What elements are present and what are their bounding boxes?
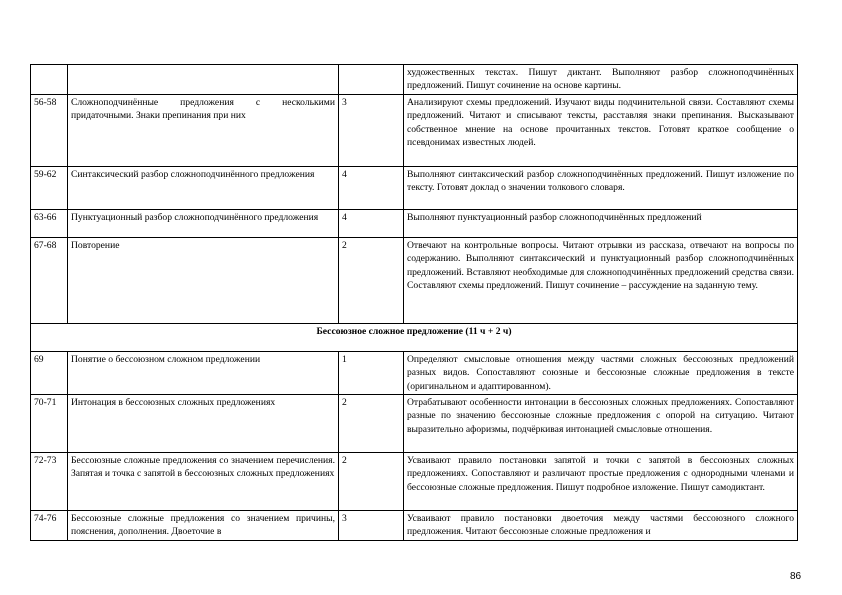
topic-cell: Повторение — [68, 237, 339, 323]
topic-cell: Бессоюзные сложные предложения со значением причины, пояснения, дополнения. Двоеточие в — [68, 511, 339, 541]
table-row — [31, 94, 798, 166]
topic-cell: Синтаксический разбор сложноподчинённого предложения — [68, 166, 339, 209]
lesson-number-cell: 70-71 — [31, 395, 68, 453]
hours-cell: 2 — [339, 395, 404, 453]
topic-cell: Бессоюзные сложные предложения со значением перечисления. Запятая и точка с запятой в бессоюзных сложных предложениях — [68, 453, 339, 511]
table-row — [31, 237, 798, 323]
table-row — [31, 511, 798, 541]
lesson-number-cell: 69 — [31, 351, 68, 394]
lesson-number-cell: 67-68 — [31, 237, 68, 323]
lesson-number-cell: 72-73 — [31, 453, 68, 511]
table-row — [31, 395, 798, 453]
activity-cell: Выполняют синтаксический разбор сложноподчинённых предложений. Пишут изложение по тексту. Готовят доклад о значении толкового словаря. — [404, 166, 798, 209]
topic-cell: Сложноподчинённые предложения с несколькими придаточными. Знаки препинания при них — [68, 94, 339, 166]
table-body — [31, 65, 798, 541]
activity-cell: художественных текстах. Пишут диктант. Выполняют разбор сложноподчинённых предложений. Пишут сочинение на основе картины. — [404, 65, 798, 95]
lesson-number-cell: 56-58 — [31, 94, 68, 166]
topic-cell: Пунктуационный разбор сложноподчинённого предложения — [68, 209, 339, 237]
activity-cell: Усваивают правило постановки двоеточия между частями бессоюзного сложного предложения. Читают бессоюзные сложные предложения и — [404, 511, 798, 541]
lesson-number-cell: 59-62 — [31, 166, 68, 209]
activity-cell: Отвечают на контрольные вопросы. Читают отрывки из рассказа, отвечают на вопросы по содержанию. Выполняют синтаксический и пунктуационный разбор сложноподчинённых предложений. Вставляют необходимые для сложноподчинённых предложений средства связи. Составляют схемы предложений. Пишут сочинение – рассуждение на заданную тему. — [404, 237, 798, 323]
table-row — [31, 65, 798, 95]
activity-cell: Выполняют пунктуационный разбор сложноподчинённых предложений — [404, 209, 798, 237]
topic-cell: Интонация в бессоюзных сложных предложениях — [68, 395, 339, 453]
table-row — [31, 351, 798, 394]
topic-cell — [68, 65, 339, 95]
hours-cell: 4 — [339, 166, 404, 209]
hours-cell: 3 — [339, 94, 404, 166]
section-title: Бессоюзное сложное предложение (11 ч + 2 ч) — [31, 323, 798, 351]
hours-cell: 1 — [339, 351, 404, 394]
activity-cell: Определяют смысловые отношения между частями сложных бессоюзных предложений разных видов. Сопоставляют союзные и бессоюзные сложные предложения в тексте (оригинальном и адаптированном). — [404, 351, 798, 394]
table-row — [31, 209, 798, 237]
activity-cell: Отрабатывают особенности интонации в бессоюзных сложных предложениях. Сопоставляют разные по значению бессоюзные сложные предложения с опорой на ситуацию. Читают выразительно афоризмы, подчёркивая интонацией смысловые отношения. — [404, 395, 798, 453]
hours-cell: 4 — [339, 209, 404, 237]
page-number: 86 — [790, 571, 802, 582]
activity-cell: Анализируют схемы предложений. Изучают виды подчинительной связи. Составляют схемы предложений. Читают и списывают тексты, расставляя знаки препинания. Высказывают собственное мнение на основе прочитанных текстов. Готовят краткое сообщение о псевдонимах известных людей. — [404, 94, 798, 166]
section-row — [31, 323, 798, 351]
lesson-number-cell — [31, 65, 68, 95]
lesson-number-cell: 63-66 — [31, 209, 68, 237]
hours-cell: 3 — [339, 511, 404, 541]
lesson-number-cell: 74-76 — [31, 511, 68, 541]
hours-cell: 2 — [339, 453, 404, 511]
lesson-plan-table — [30, 64, 798, 541]
topic-cell: Понятие о бессоюзном сложном предложении — [68, 351, 339, 394]
hours-cell — [339, 65, 404, 95]
activity-cell: Усваивают правило постановки запятой и точки с запятой в бессоюзных сложных предложениях. Сопоставляют и различают простые предложения с однородными членами и бессоюзные сложные предложения. Пишут подробное изложение. Пишут самодиктант. — [404, 453, 798, 511]
table-row — [31, 166, 798, 209]
hours-cell: 2 — [339, 237, 404, 323]
table-row — [31, 453, 798, 511]
